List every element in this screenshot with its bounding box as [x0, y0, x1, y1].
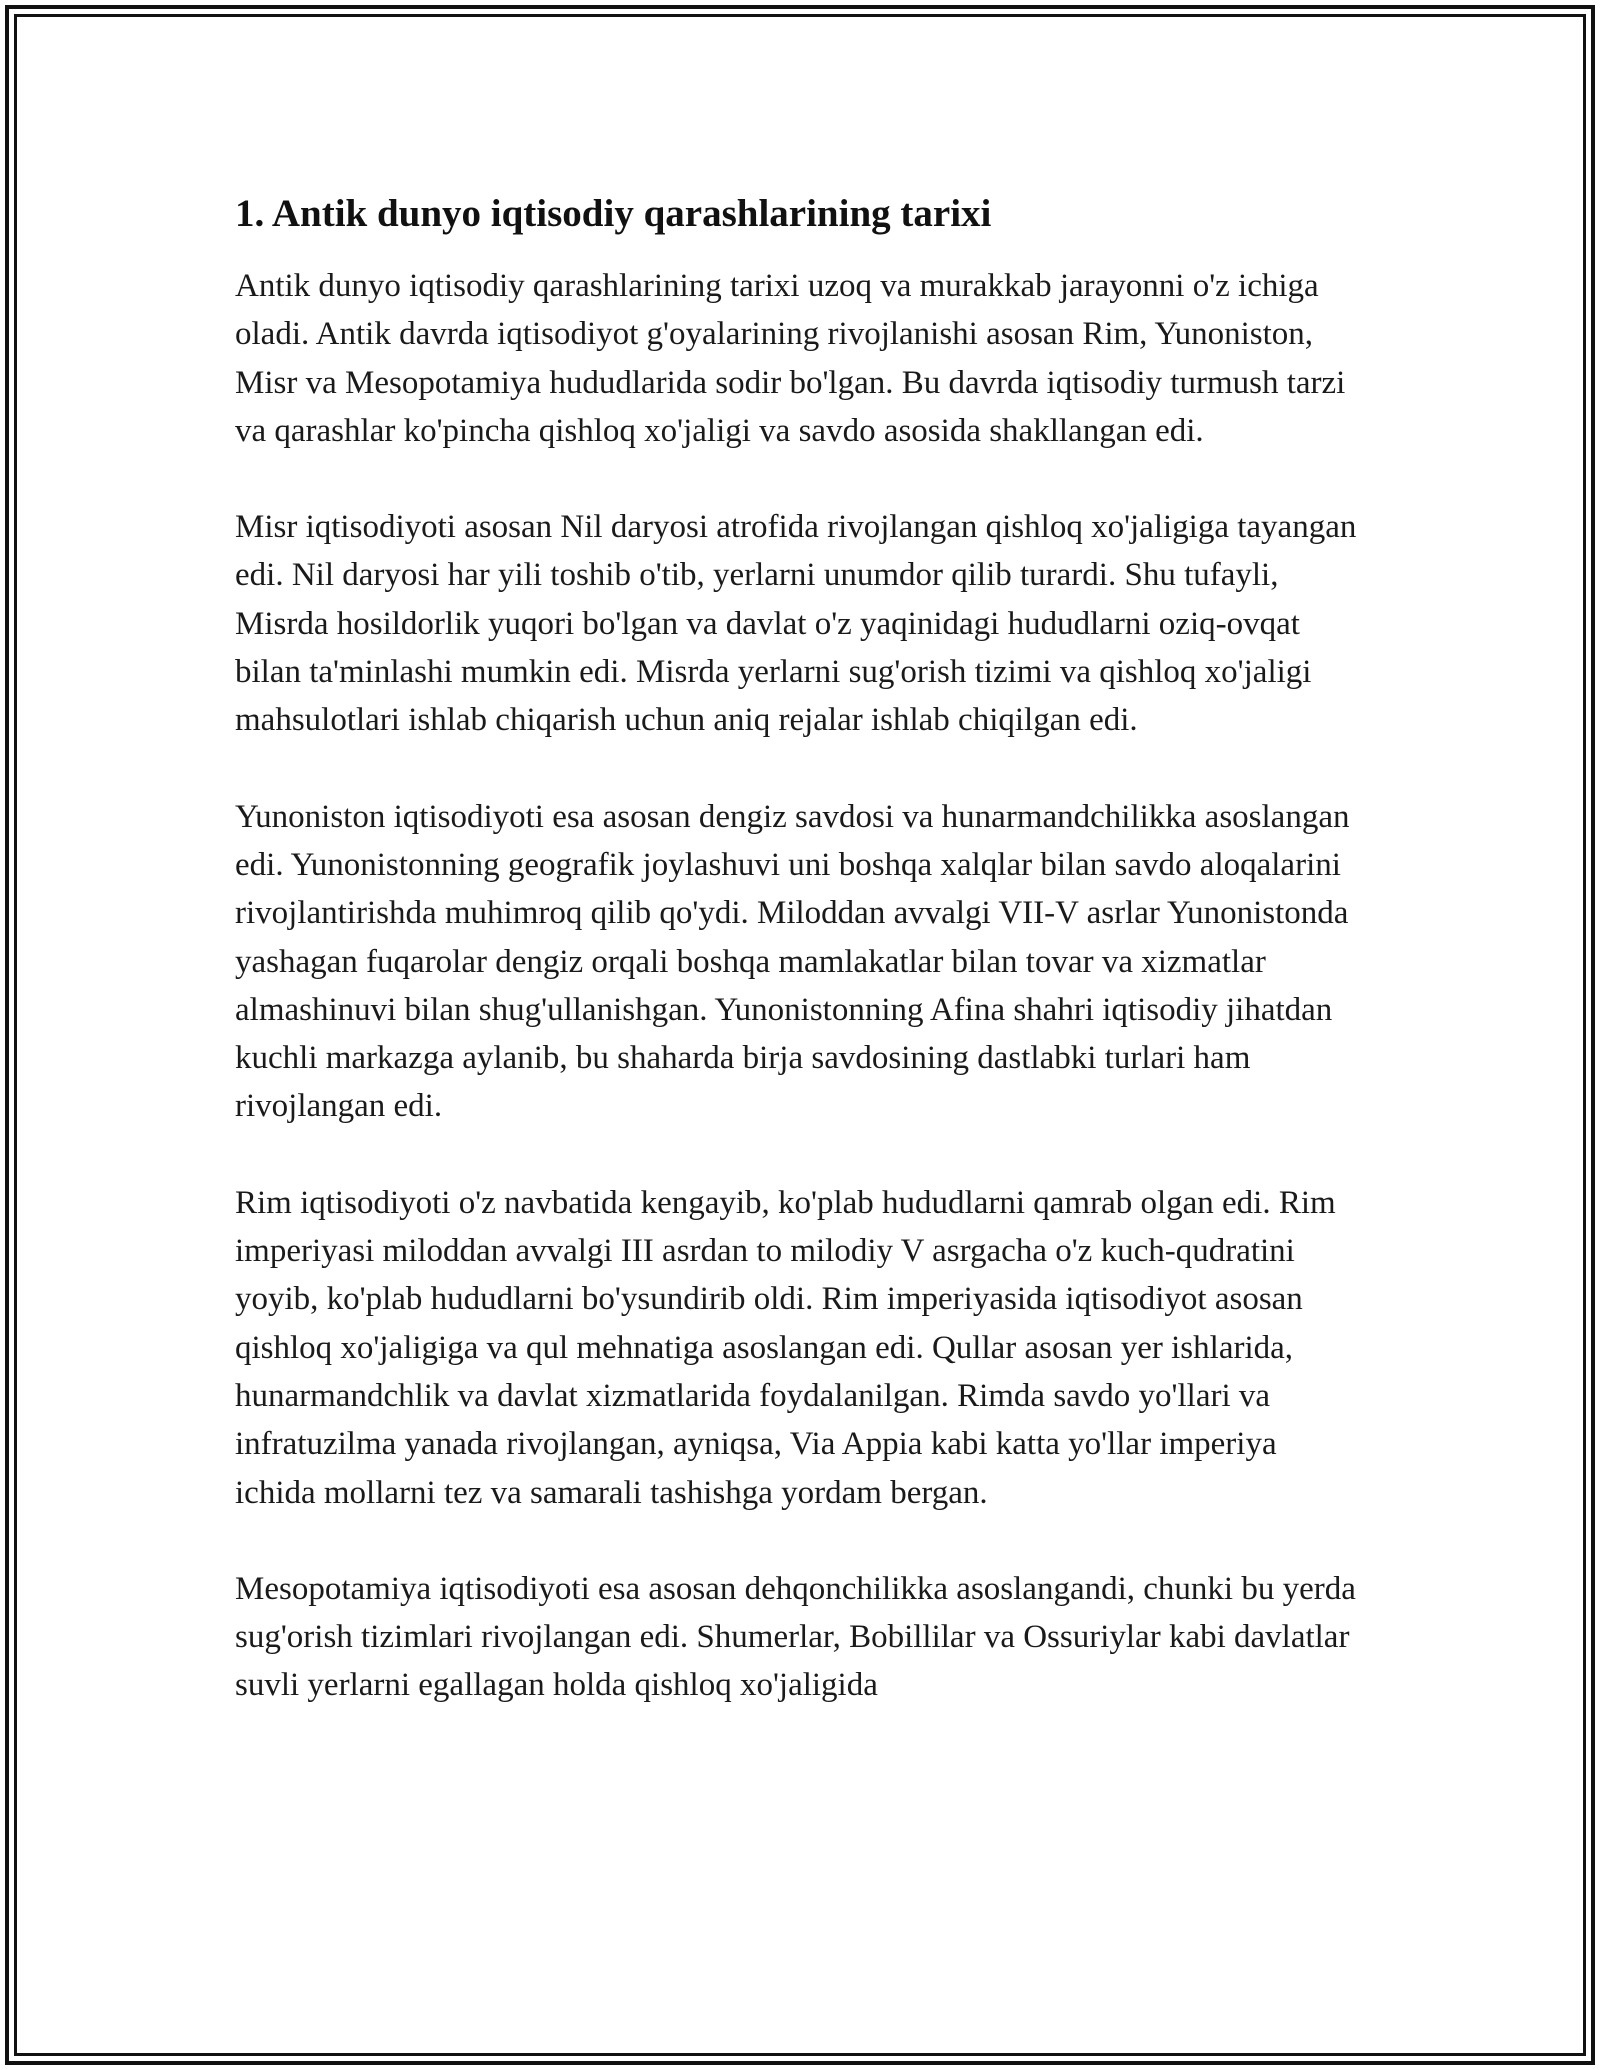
paragraph-rome: Rim iqtisodiyoti o'z navbatida kengayib, ko'plab hududlarni qamrab olgan edi. Rim imperiyasi miloddan avvalgi III asrdan to milodiy V asrgacha o'z kuch-qudratini yoyib, ko'plab hududlarni bo'ysundirib oldi. Rim imperiyasida iqtisodiyot asosan qishloq xo'jaligiga va qul mehnatiga asoslangan edi. Qullar asosan yer ishlarida, hunarmandchlik va davlat xizmatlarida foydalanilgan. Rimda savdo yo'llari va infratuzilma yanada rivojlangan, ayniqsa, Via Appia kabi katta yo'llar imperiya ichida mollarni tez va samarali tashishga yordam bergan.: [235, 1184, 1336, 1511]
paragraph-greece: Yunoniston iqtisodiyoti esa asosan dengiz savdosi va hunarmandchilikka asoslangan edi. Yunonistonning geografik joylashuvi uni boshqa xalqlar bilan savdo aloqalarini rivojlantirishda muhimroq qilib qo'ydi. Miloddan avvalgi VII-V asrlar Yunonistonda yashagan fuqarolar dengiz orqali boshqa mamlakatlar bilan tovar va xizmatlar almashinuvi bilan shug'ullanishgan. Yunonistonning Afina shahri iqtisodiy jihatdan kuchli markazga aylanib, bu shaharda birja savdosining dastlabki turlari ham rivojlangan edi.: [235, 798, 1350, 1125]
section-heading: 1. Antik dunyo iqtisodiy qarashlarining tarixi: [235, 192, 992, 235]
paragraph-egypt: Misr iqtisodiyoti asosan Nil daryosi atrofida rivojlangan qishloq xo'jaligiga tayangan edi. Nil daryosi har yili toshib o'tib, yerlarni unumdor qilib turardi. Shu tufayli, Misrda hosildorlik yuqori bo'lgan va davlat o'z yaqinidagi hududlarni oziq-ovqat bilan ta'minlashi mumkin edi. Misrda yerlarni sug'orish tizimi va qishloq xo'jaligi mahsulotlari ishlab chiqarish uchun aniq rejalar ishlab chiqilgan edi.: [235, 509, 1357, 739]
paragraph-mesopotamia: Mesopotamiya iqtisodiyoti esa asosan dehqonchilikka asoslangandi, chunki bu yerda sug'orish tizimlari rivojlangan edi. Shumerlar, Bobillilar va Ossuriylar kabi davlatlar suvli yerlarni egallagan holda qishloq xo'jaligida: [235, 1570, 1356, 1704]
document-body: [235, 188, 1365, 1710]
paragraph-intro: Antik dunyo iqtisodiy qarashlarining tarixi uzoq va murakkab jarayonni o'z ichiga oladi. Antik davrda iqtisodiyot g'oyalarining rivojlanishi asosan Rim, Yunoniston, Misr va Mesopotamiya hududlarida sodir bo'lgan. Bu davrda iqtisodiy turmush tarzi va qarashlar ko'pincha qishloq xo'jaligi va savdo asosida shakllangan edi.: [235, 268, 1346, 449]
